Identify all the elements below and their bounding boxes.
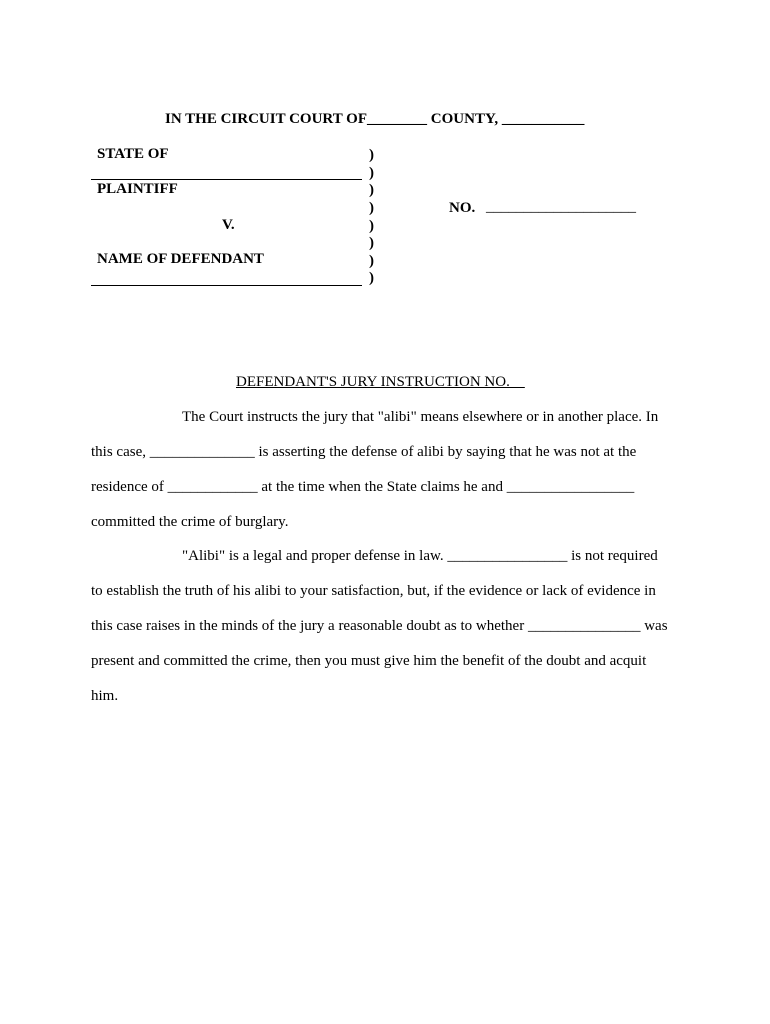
state-blank: ___________ [501, 111, 585, 127]
county-label: COUNTY, [427, 111, 502, 127]
state-of-label: STATE OF [97, 146, 169, 162]
defendant-name-rule [91, 285, 362, 286]
versus-label: V. [222, 217, 235, 233]
case-number-blank: ____________________ [486, 199, 636, 215]
caption-paren: ) [369, 165, 374, 181]
plaintiff-name-rule [91, 179, 362, 180]
caption-paren: ) [369, 270, 374, 286]
caption-paren: ) [369, 253, 374, 269]
body-line: residence of ____________ at the time when the State claims he and _________________ [91, 479, 635, 495]
body-line: this case, ______________ is asserting the defense of alibi by saying that he was not at the [91, 444, 637, 460]
caption-paren: ) [369, 235, 374, 251]
body-line: this case raises in the minds of the jury a reasonable doubt as to whether _______________ was [91, 618, 668, 634]
county-blank: ________ [367, 111, 428, 127]
body-line: to establish the truth of his alibi to your satisfaction, but, if the evidence or lack of evidence in [91, 583, 656, 599]
body-line: The Court instructs the jury that "alibi" means elsewhere or in another place. In [182, 409, 659, 425]
plaintiff-label: PLAINTIFF [97, 181, 178, 197]
court-header [165, 111, 584, 128]
caption-paren: ) [369, 182, 374, 198]
caption-paren: ) [369, 200, 374, 216]
body-line: committed the crime of burglary. [91, 514, 289, 530]
defendant-label: NAME OF DEFENDANT [97, 251, 264, 267]
body-line: him. [91, 688, 119, 704]
court-prefix: IN THE CIRCUIT COURT OF [165, 111, 368, 127]
body-line: "Alibi" is a legal and proper defense in law. ________________ is not required [182, 548, 658, 564]
instruction-title: DEFENDANT'S JURY INSTRUCTION NO. [236, 374, 525, 390]
case-number-label: NO. [449, 200, 476, 216]
caption-paren: ) [369, 218, 374, 234]
caption-paren: ) [369, 147, 374, 163]
body-line: present and committed the crime, then you must give him the benefit of the doubt and acquit [91, 653, 647, 669]
